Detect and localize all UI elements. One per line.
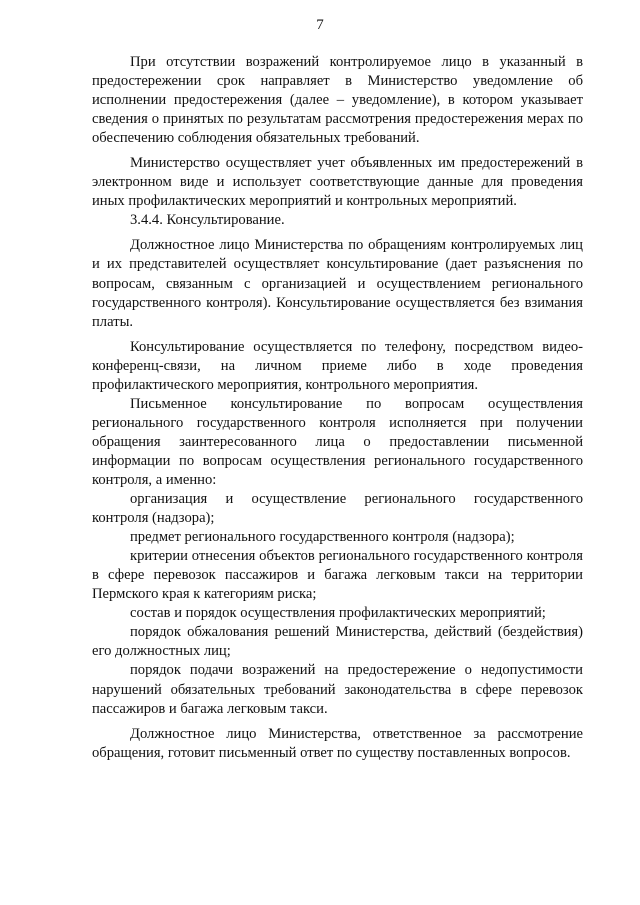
paragraph-warnings-accounting: Министерство осуществляет учет объявленных им предостережений в электронном виде и использует соответствующие данные для проведения иных профилактических мероприятий и контрольных мероприятий. bbox=[92, 155, 583, 210]
paragraph-written-answer: Должностное лицо Министерства, ответственное за рассмотрение обращения, готовит письменный ответ по существу поставленных вопросов. bbox=[92, 725, 583, 761]
paragraph-consulting-official: Должностное лицо Министерства по обращениям контролируемых лиц и их представителей осуществляет консультирование (дает разъяснения по вопросам, связанным с организацией и осуществлением регионального государственного контроля). Консультирование осуществляется без взимания платы. bbox=[92, 237, 583, 330]
paragraph-objection-absence: При отсутствии возражений контролируемое лицо в указанный в предостережении срок направляет в Министерство уведомление об исполнении предостережения (далее – уведомление), в котором указывает сведения о принятых по результатам рассмотрения предостережения мерах по обеспечению соблюдения обязательных требований. bbox=[92, 54, 583, 147]
list-item-objection-procedure: порядок подачи возражений на предостережение о недопустимости нарушений обязательных требований законодательства в сфере перевозок пассажиров и багажа легковым такси. bbox=[92, 662, 583, 717]
list-item-risk-criteria: критерии отнесения объектов регионального государственного контроля в сфере перевозок пассажиров и багажа легковым такси на территории Пермского края к категориям риска; bbox=[92, 548, 583, 603]
page-number: 7 bbox=[316, 17, 324, 33]
document-body bbox=[92, 53, 583, 763]
section-heading-consulting: 3.4.4. Консультирование. bbox=[130, 212, 285, 229]
paragraph-written-consulting: Письменное консультирование по вопросам осуществления регионального государственного контроля исполняется при получении обращения заинтересованного лица о предоставлении письменной информации по вопросам осуществления регионального государственного контроля, а именно: bbox=[92, 395, 583, 488]
paragraph-consulting-methods: Консультирование осуществляется по телефону, посредством видео-конференц-связи, на личном приеме либо в ходе проведения профилактического мероприятия, контрольного мероприятия. bbox=[92, 338, 583, 393]
list-item-organization: организация и осуществление регионального государственного контроля (надзора); bbox=[92, 491, 583, 527]
list-item-appeal-procedure: порядок обжалования решений Министерства, действий (бездействия) его должностных лиц; bbox=[92, 624, 583, 660]
list-item-preventive-measures: состав и порядок осуществления профилактических мероприятий; bbox=[130, 605, 546, 622]
list-item-subject: предмет регионального государственного контроля (надзора); bbox=[130, 529, 515, 546]
